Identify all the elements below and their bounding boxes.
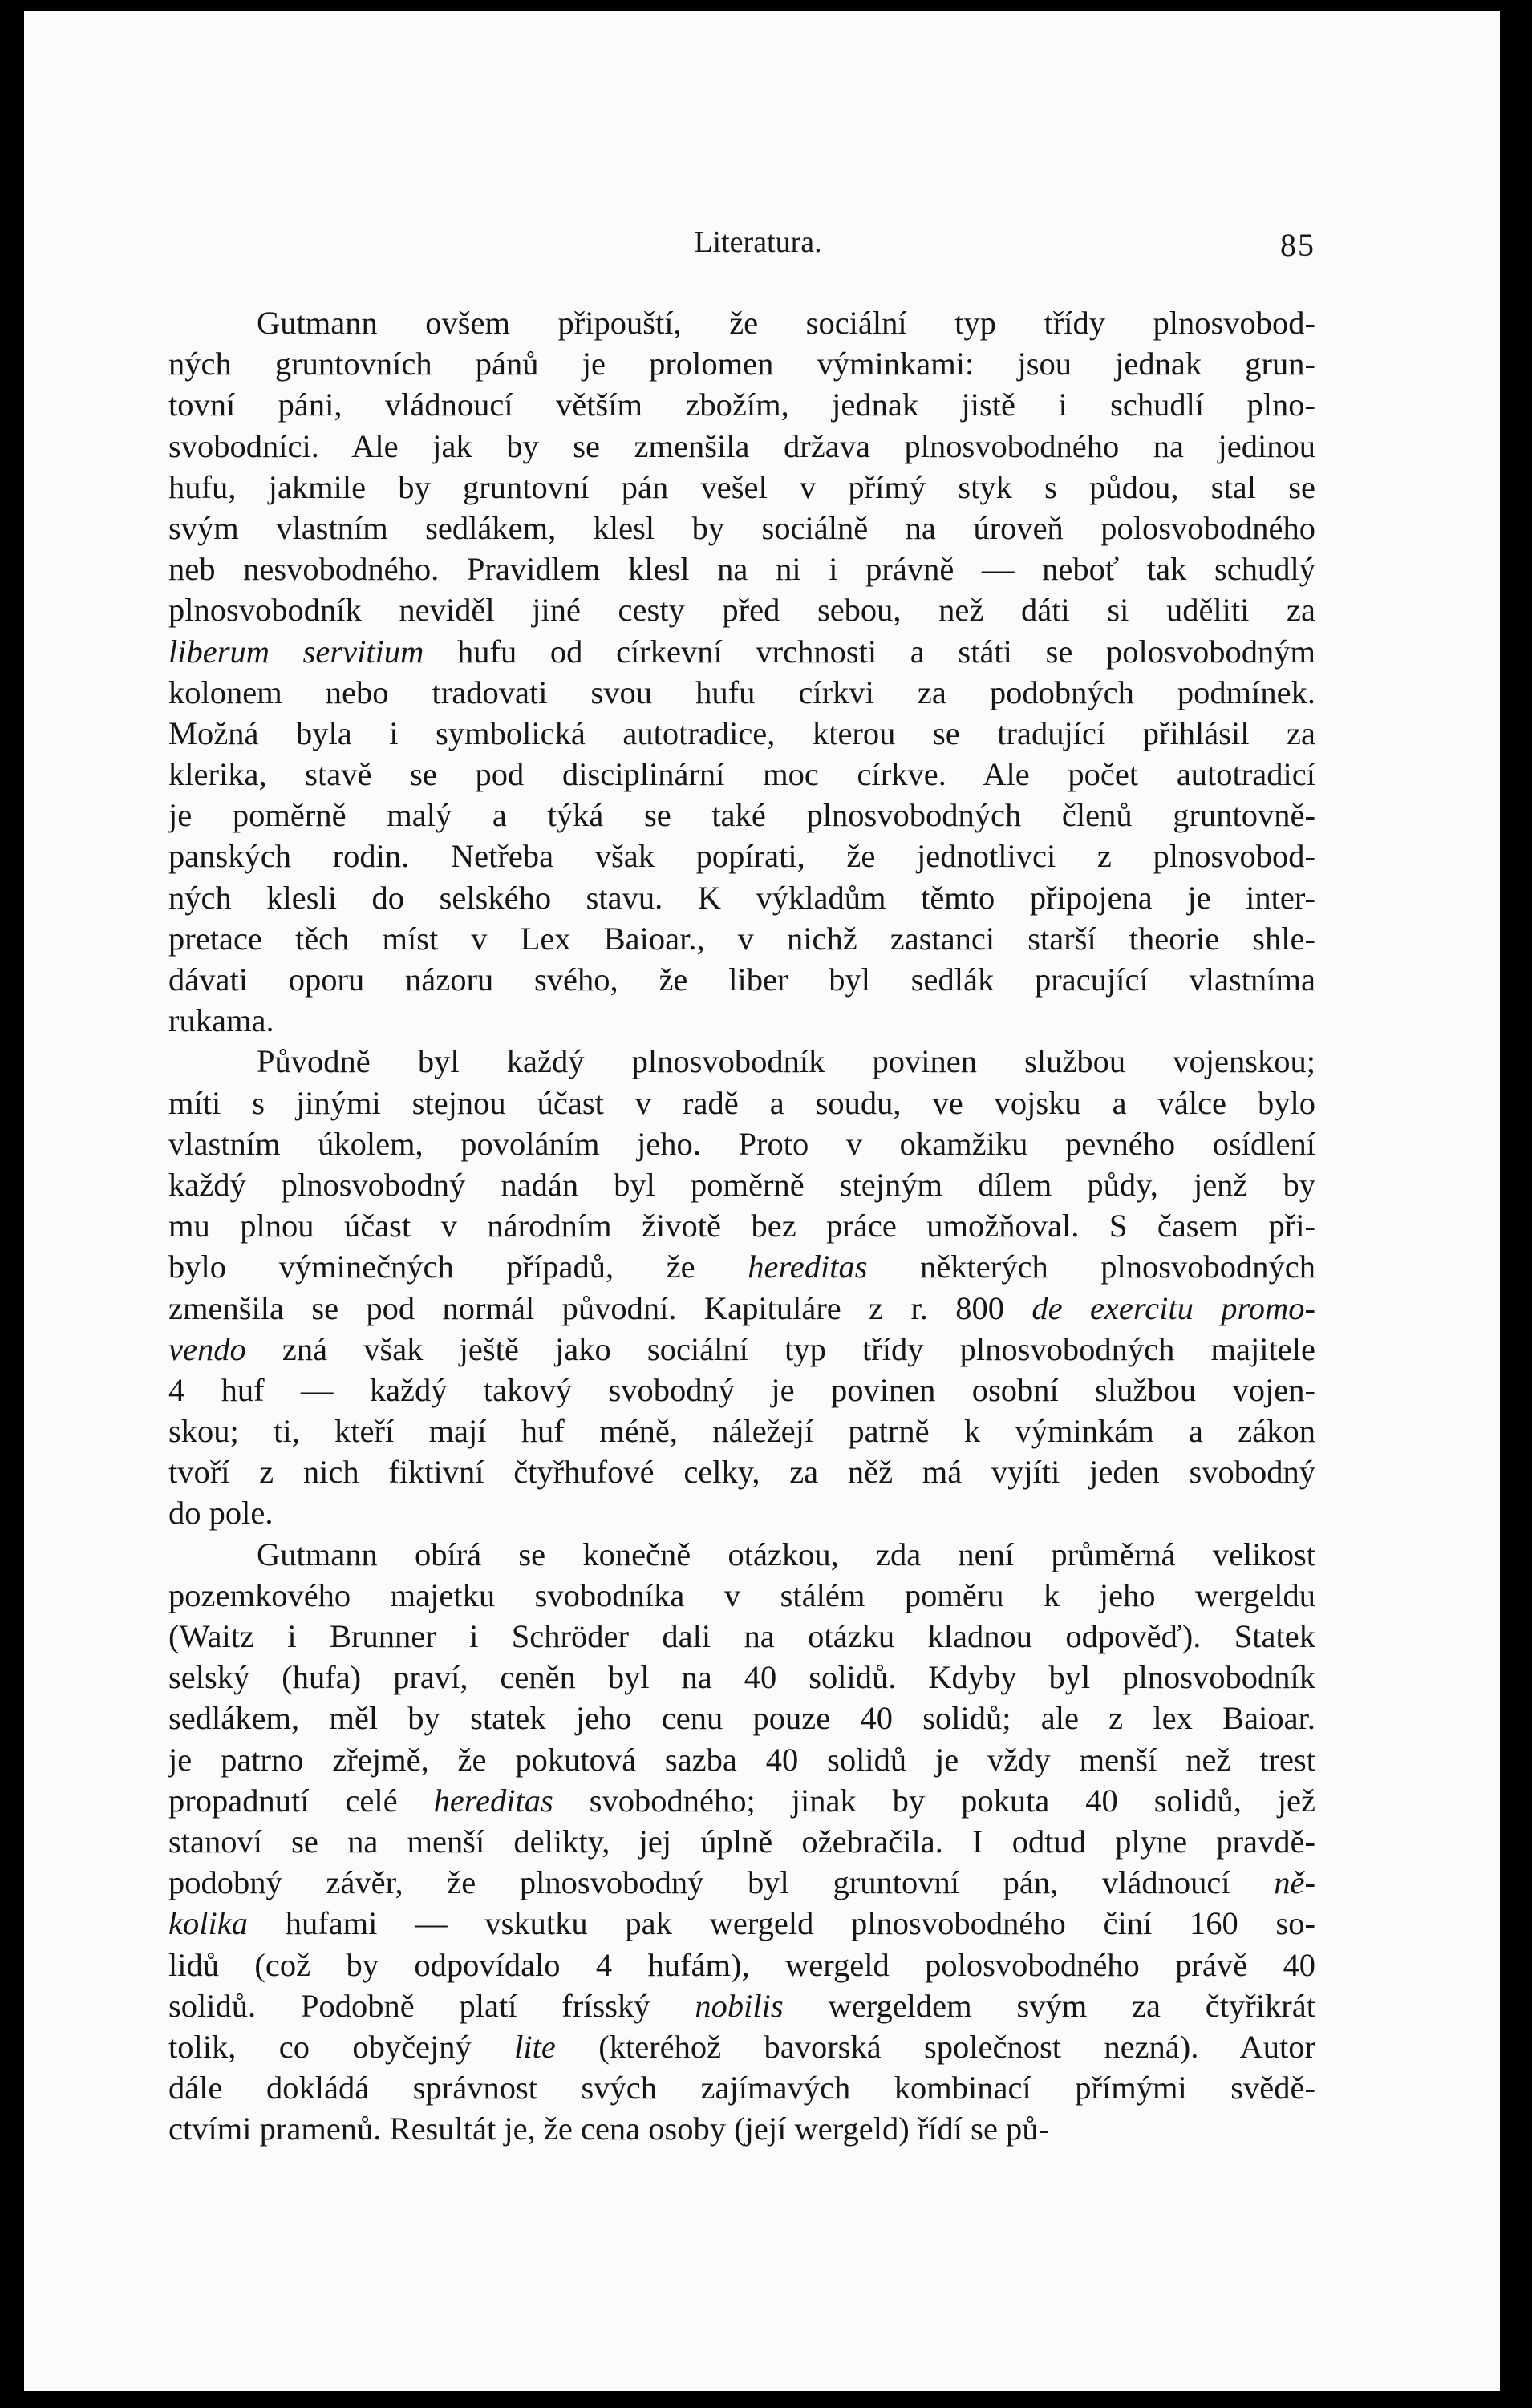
text-line: míti s jinými stejnou účast v radě a soudu, ve vojsku a válce bylo (168, 1084, 1315, 1121)
text-line: podobný závěr, že plnosvobodný byl gruntovní pán, vládnoucí ně- (168, 1864, 1315, 1901)
italic-term: ně- (1274, 1864, 1315, 1901)
text-line: panských rodin. Netřeba však popírati, že jednotlivci z plnosvobod- (168, 838, 1315, 875)
italic-term: hereditas (748, 1249, 868, 1285)
text-line: mu plnou účast v národním životě bez práce umožňoval. S časem při- (168, 1208, 1315, 1244)
text-line: Gutmann obírá se konečně otázkou, zda není průměrná velikost (257, 1536, 1315, 1572)
running-head-title: Literatura. (694, 225, 822, 259)
text-line: každý plnosvobodný nadán byl poměrně stejným dílem půdy, jenž by (168, 1166, 1315, 1203)
text-line: lidů (což by odpovídalo 4 hufám), wergeld polosvobodného právě 40 (168, 1946, 1315, 1983)
text-line: hufu, jakmile by gruntovní pán vešel v přímý styk s půdou, stal se (168, 468, 1315, 505)
text-line: 4 huf — každý takový svobodný je povinen osobní službou vojen- (168, 1371, 1315, 1408)
text-line: (Waitz i Brunner i Schröder dali na otázku kladnou odpověď). Statek (168, 1618, 1315, 1654)
text-line: skou; ti, kteří mají huf méně, náležejí patrně k výminkám a zákon (168, 1413, 1315, 1450)
text-line: dále dokládá správnost svých zajímavých kombinací přímými svědě- (168, 2070, 1315, 2106)
text-line: tovní páni, vládnoucí větším zbožím, jednak jistě i schudlí plno- (168, 386, 1315, 423)
text-line: solidů. Podobně platí frísský nobilis wergeldem svým za čtyřikrát (168, 1987, 1315, 2024)
text-line: pozemkového majetku svobodníka v stálém poměru k jeho wergeldu (168, 1576, 1315, 1613)
text-line: tolik, co obyčejný lite (kteréhož bavorská společnost nezná). Autor (168, 2028, 1315, 2065)
document-page (24, 11, 1500, 2391)
text-line: neb nesvobodného. Pravidlem klesl na ni i právně — neboť tak schudlý (168, 551, 1315, 588)
text-line: tvoří z nich fiktivní čtyřhufové celky, za něž má vyjíti jeden svobodný (168, 1454, 1315, 1491)
text-line: je patrno zřejmě, že pokutová sazba 40 solidů je vždy menší než trest (168, 1741, 1315, 1778)
text-line: Původně byl každý plnosvobodník povinen službou vojenskou; (257, 1043, 1315, 1080)
body-text (168, 302, 1315, 2149)
text-line: dávati oporu názoru svého, že liber byl sedlák pracující vlastníma (168, 961, 1315, 998)
text-line: do pole. (168, 1495, 274, 1532)
text-line: sedlákem, měl by statek jeho cenu pouze 40 solidů; ale z lex Baioar. (168, 1700, 1315, 1737)
text-line: je poměrně malý a týká se také plnosvobodných členů gruntovně- (168, 797, 1315, 834)
page-number: 85 (1280, 227, 1315, 263)
text-line: ctvími pramenů. Resultát je, že cena osoby (její wergeld) řídí se pů- (168, 2111, 1050, 2147)
text-line: stanoví se na menší delikty, jej úplně ožebračila. I odtud plyne pravdě- (168, 1823, 1315, 1860)
italic-term: nobilis (695, 1987, 784, 2024)
text-line: svým vlastním sedlákem, klesl by sociálně na úroveň polosvobodného (168, 509, 1315, 546)
text-line: ných gruntovních pánů je prolomen výminkami: jsou jednak grun- (168, 346, 1315, 382)
text-line: bylo výminečných případů, že hereditas některých plnosvobodných (168, 1249, 1315, 1285)
text-line: svobodníci. Ale jak by se zmenšila država plnosvobodného na jedinou (168, 427, 1315, 464)
italic-term: hereditas (433, 1782, 553, 1819)
italic-term: lite (514, 2028, 556, 2065)
italic-term: liberum servitium (168, 633, 424, 670)
text-line: Gutmann ovšem připouští, že sociální typ třídy plnosvobod- (257, 305, 1315, 341)
text-line: propadnutí celé hereditas svobodného; jinak by pokuta 40 solidů, jež (168, 1782, 1315, 1819)
text-line: zmenšila se pod normál původní. Kapituláre z r. 800 de exercitu promo- (168, 1289, 1315, 1326)
text-line: Možná byla i symbolická autotradice, kterou se tradující přihlásil za (168, 714, 1315, 751)
text-line: pretace těch míst v Lex Baioar., v nichž zastanci starší theorie shle- (168, 920, 1315, 957)
italic-term: de exercitu promo- (1031, 1289, 1315, 1326)
italic-term: vendo (168, 1330, 246, 1367)
italic-term: kolika (168, 1905, 248, 1942)
text-line: selský (hufa) praví, ceněn byl na 40 solidů. Kdyby byl plnosvobodník (168, 1659, 1315, 1696)
text-line: liberum servitium hufu od církevní vrchnosti a státi se polosvobodným (168, 633, 1315, 670)
text-line: kolonem nebo tradovati svou hufu církvi za podobných podmínek. (168, 674, 1315, 710)
text-line: vlastním úkolem, povoláním jeho. Proto v okamžiku pevného osídlení (168, 1125, 1315, 1162)
text-line: klerika, stavě se pod disciplinární moc církve. Ale počet autotradicí (168, 756, 1315, 793)
text-line: rukama. (168, 1002, 274, 1039)
text-line: ných klesli do selského stavu. K výkladům těmto připojena je inter- (168, 879, 1315, 916)
text-line: kolika hufami — vskutku pak wergeld plnosvobodného činí 160 so- (168, 1905, 1315, 1942)
text-line: vendo zná však ještě jako sociální typ třídy plnosvobodných majitele (168, 1330, 1315, 1367)
text-line: plnosvobodník neviděl jiné cesty před sebou, než dáti si uděliti za (168, 592, 1315, 629)
page-header (168, 218, 1315, 266)
